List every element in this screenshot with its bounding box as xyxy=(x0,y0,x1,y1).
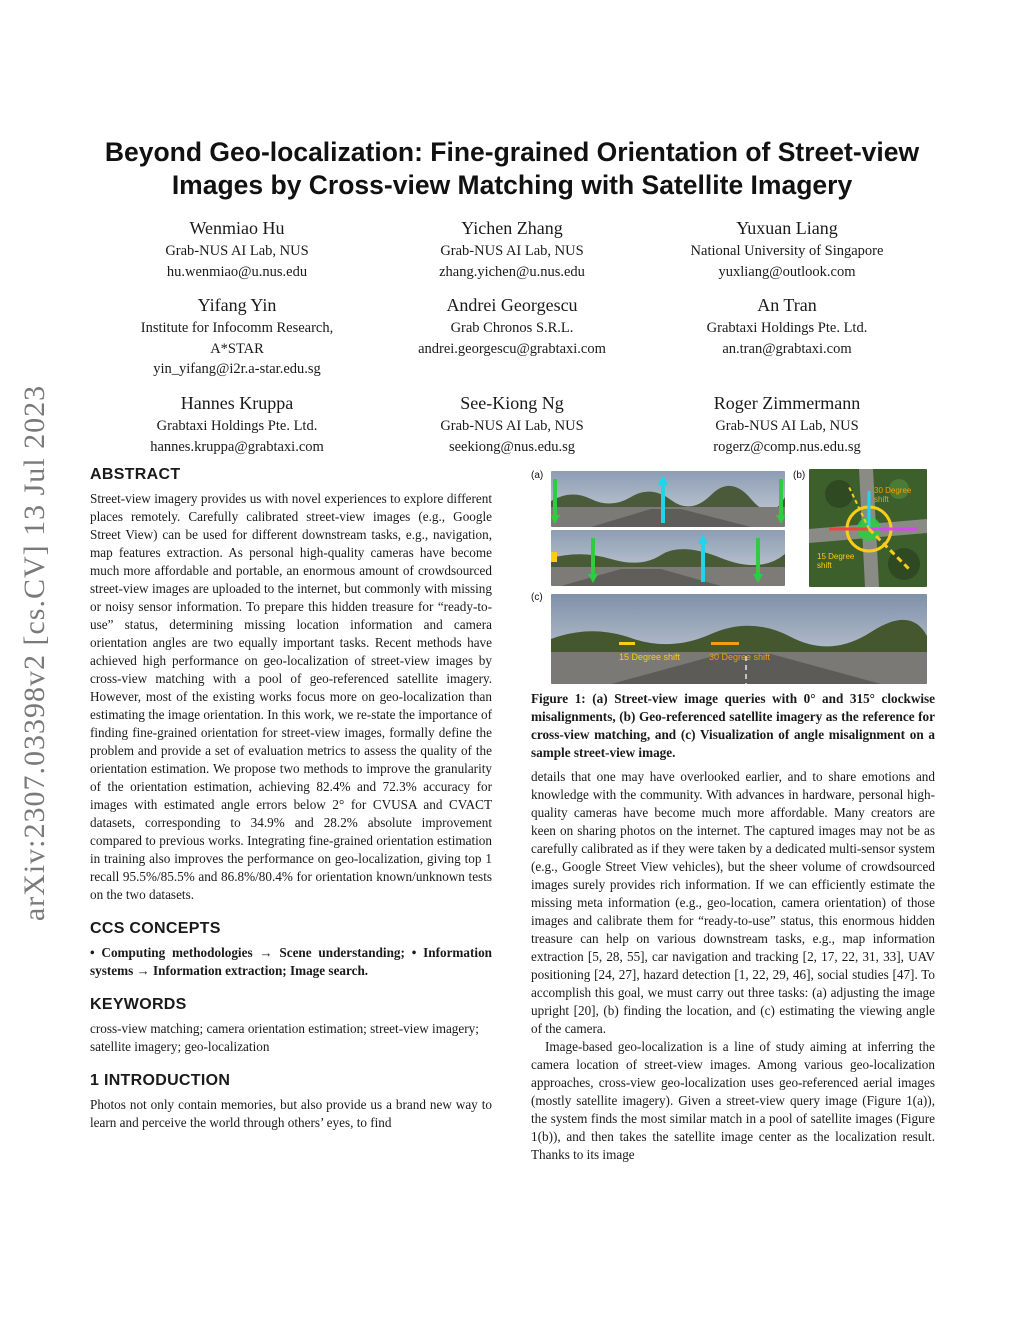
author-email: rogerz@comp.nus.edu.sg xyxy=(713,438,861,455)
author-email: hannes.kruppa@grabtaxi.com xyxy=(150,438,324,455)
author-name: Yifang Yin xyxy=(197,295,277,315)
author-name: An Tran xyxy=(757,295,817,315)
author-name: See-Kiong Ng xyxy=(460,393,564,413)
arxiv-stamp-text: arXiv:2307.03398v2 [cs.CV] 13 Jul 2023 xyxy=(18,384,52,921)
author-name: Wenmiao Hu xyxy=(189,218,285,238)
author-email: an.tran@grabtaxi.com xyxy=(722,340,852,357)
author-name: Yichen Zhang xyxy=(461,218,563,238)
author-name: Andrei Georgescu xyxy=(446,295,578,315)
ccs-text: • Computing methodologies → Scene understanding; • Information systems → Information extraction; Image search. xyxy=(90,945,492,978)
paper-title: Beyond Geo-localization: Fine-grained Orientation of Street-view Images by Cross-view Matching with Satellite Imagery xyxy=(104,137,920,200)
author-affiliation: Institute for Infocomm Research, xyxy=(140,320,334,336)
author-affiliation: Grab Chronos S.R.L. xyxy=(450,320,574,336)
keywords-section xyxy=(90,996,492,1056)
author-name: Roger Zimmermann xyxy=(713,393,861,413)
intro-section xyxy=(90,1072,492,1132)
intro-paragraph-1: details that one may have overlooked earlier, and to share emotions and knowledge with the community. With advances in hardware, personal high-quality cameras have become much more affordable. Many creators are keen on sharing photos on the internet. The captured images may not be as carefully calibrated as if they were taken by a dedicated multi-sensor system (e.g., Google Street View vehicles), but the sheer volume of crowdsourced images surely provides rich information. If we can efficiently estimate the missing meta information (e.g., geo-location, camera orientation) of those images and calibrate them for “ready-to-use” status, this enormous hidden treasure can help on various downstream tasks, e.g., map information extraction [5, 28, 55], car navigation and tracking [2, 17, 22, 31, 33], UAV positioning [24, 27], hazard detection [1, 22, 29, 46], social studies [47]. To accomplish this goal, we must carry out three tasks: (a) adjusting the image upright [20], (b) finding the location, and (c) estimating the viewing angle of the camera. xyxy=(531,769,935,1036)
figure-caption: Figure 1: (a) Street-view image queries with 0° and 315° clockwise misalignments, (b) Geo-referenced satellite imagery as the reference for cross-view matching, and (c) Visualization of angle misalignment on a sample street-view image. xyxy=(531,691,935,760)
author-block xyxy=(367,293,657,359)
figure-label-b: (b) xyxy=(793,470,806,481)
author-affiliation: Grab-NUS AI Lab, NUS xyxy=(440,243,584,259)
ccs-section xyxy=(90,920,492,980)
arxiv-stamp xyxy=(12,360,58,945)
author-block xyxy=(367,391,657,457)
author-email: yin_yifang@i2r.a-star.edu.sg xyxy=(153,361,321,377)
author-email: andrei.georgescu@grabtaxi.com xyxy=(418,340,606,357)
author-block xyxy=(642,391,932,457)
author-affiliation: A*STAR xyxy=(210,340,264,357)
author-affiliation: Grab-NUS AI Lab, NUS xyxy=(165,243,309,259)
keywords-text: cross-view matching; camera orientation estimation; street-view imagery; satellite imagery; geo-localization xyxy=(90,1021,479,1054)
left-column xyxy=(90,466,492,1132)
author-affiliation: National University of Singapore xyxy=(690,243,884,259)
abstract-heading: ABSTRACT xyxy=(90,466,181,483)
author-block xyxy=(92,391,382,457)
author-block xyxy=(92,293,382,380)
author-email: seekiong@nus.edu.sg xyxy=(448,438,576,455)
author-email: hu.wenmiao@u.nus.edu xyxy=(166,263,308,280)
ccs-heading: CCS CONCEPTS xyxy=(90,920,221,937)
author-block xyxy=(642,216,932,282)
author-affiliation: Grab-NUS AI Lab, NUS xyxy=(715,418,859,434)
author-affiliation: Grab-NUS AI Lab, NUS xyxy=(440,418,584,434)
author-affiliation: Grabtaxi Holdings Pte. Ltd. xyxy=(156,418,318,434)
pano-30-degree-label: 30 Degree shift xyxy=(709,652,771,662)
figure-label-c: (c) xyxy=(531,592,543,603)
street-view-panorama-0deg xyxy=(551,471,785,527)
author-email: zhang.yichen@u.nus.edu xyxy=(439,263,585,280)
author-email: yuxliang@outlook.com xyxy=(718,263,856,280)
figure-label-a: (a) xyxy=(531,470,544,481)
sat-15-degree-label: 15 Degree shift xyxy=(817,552,855,570)
sat-30-degree-label: 30 Degree shift xyxy=(874,486,912,504)
street-view-panorama-315deg xyxy=(551,530,785,586)
intro-text: Photos not only contain memories, but also provide us a brand new way to learn and perceive the world through others’ eyes, to find xyxy=(90,1097,492,1130)
author-block xyxy=(367,216,657,282)
figure-1 xyxy=(531,466,935,686)
author-block xyxy=(92,216,382,282)
author-affiliation: Grabtaxi Holdings Pte. Ltd. xyxy=(706,320,868,336)
abstract-text: Street-view imagery provides us with novel experiences to explore different places remotely. Carefully calibrated street-view images (e.g., Google Street View) can be used for different downstream tasks, e.g., navigation, map features extraction. As personal high-quality cameras have become much more affordable and portable, an enormous amount of crowdsourced street-view images are uploaded to the internet, but commonly with missing or noisy sensor information. To prepare this hidden treasure for “ready-to-use” status, determining missing location information and camera orientation angles are two equally important tasks. Recent methods have achieved high performance on geo-localization of street-view images by cross-view matching with a pool of geo-referenced satellite imagery. However, most of the existing works focus more on geo-localization than estimating the image orientation. In this work, we re-state the importance of finding fine-grained orientation for street-view images, formally define the problem and provide a set of evaluation metrics to assess the quality of the orientation estimation. We propose two methods to improve the granularity of the orientation estimation, achieving 82.4% and 72.3% accuracy for images with estimated angle errors below 2° for CVUSA and CVACT datasets, corresponding to 34.9% and 28.2% absolute improvement compared to previous works. Integrating fine-grained orientation estimation in training also improves the performance on geo-localization, giving top 1 recall 95.5%/85.5% and 86.8%/80.4% for orientation known/unknown tests on the two datasets. xyxy=(90,491,492,902)
author-name: Hannes Kruppa xyxy=(180,393,294,413)
pano-15-degree-label: 15 Degree shift xyxy=(619,652,681,662)
street-view-panorama-misalignment xyxy=(551,594,927,684)
keywords-heading: KEYWORDS xyxy=(90,996,187,1013)
right-column xyxy=(531,768,935,1164)
intro-heading: 1 INTRODUCTION xyxy=(90,1072,231,1089)
intro-paragraph-2: Image-based geo-localization is a line of study aiming at inferring the camera location of street-view images. Among various geo-localization approaches, cross-view geo-localization uses geo-referenced aerial images (mostly satellite imagery). Given a street-view query image (Figure 1(a)), the system finds the most similar match in a pool of satellite images (Figure 1(b)), and then takes the satellite image center as the localization result. Thanks to its image xyxy=(531,1039,935,1162)
author-block xyxy=(642,293,932,359)
author-name: Yuxuan Liang xyxy=(736,218,838,238)
